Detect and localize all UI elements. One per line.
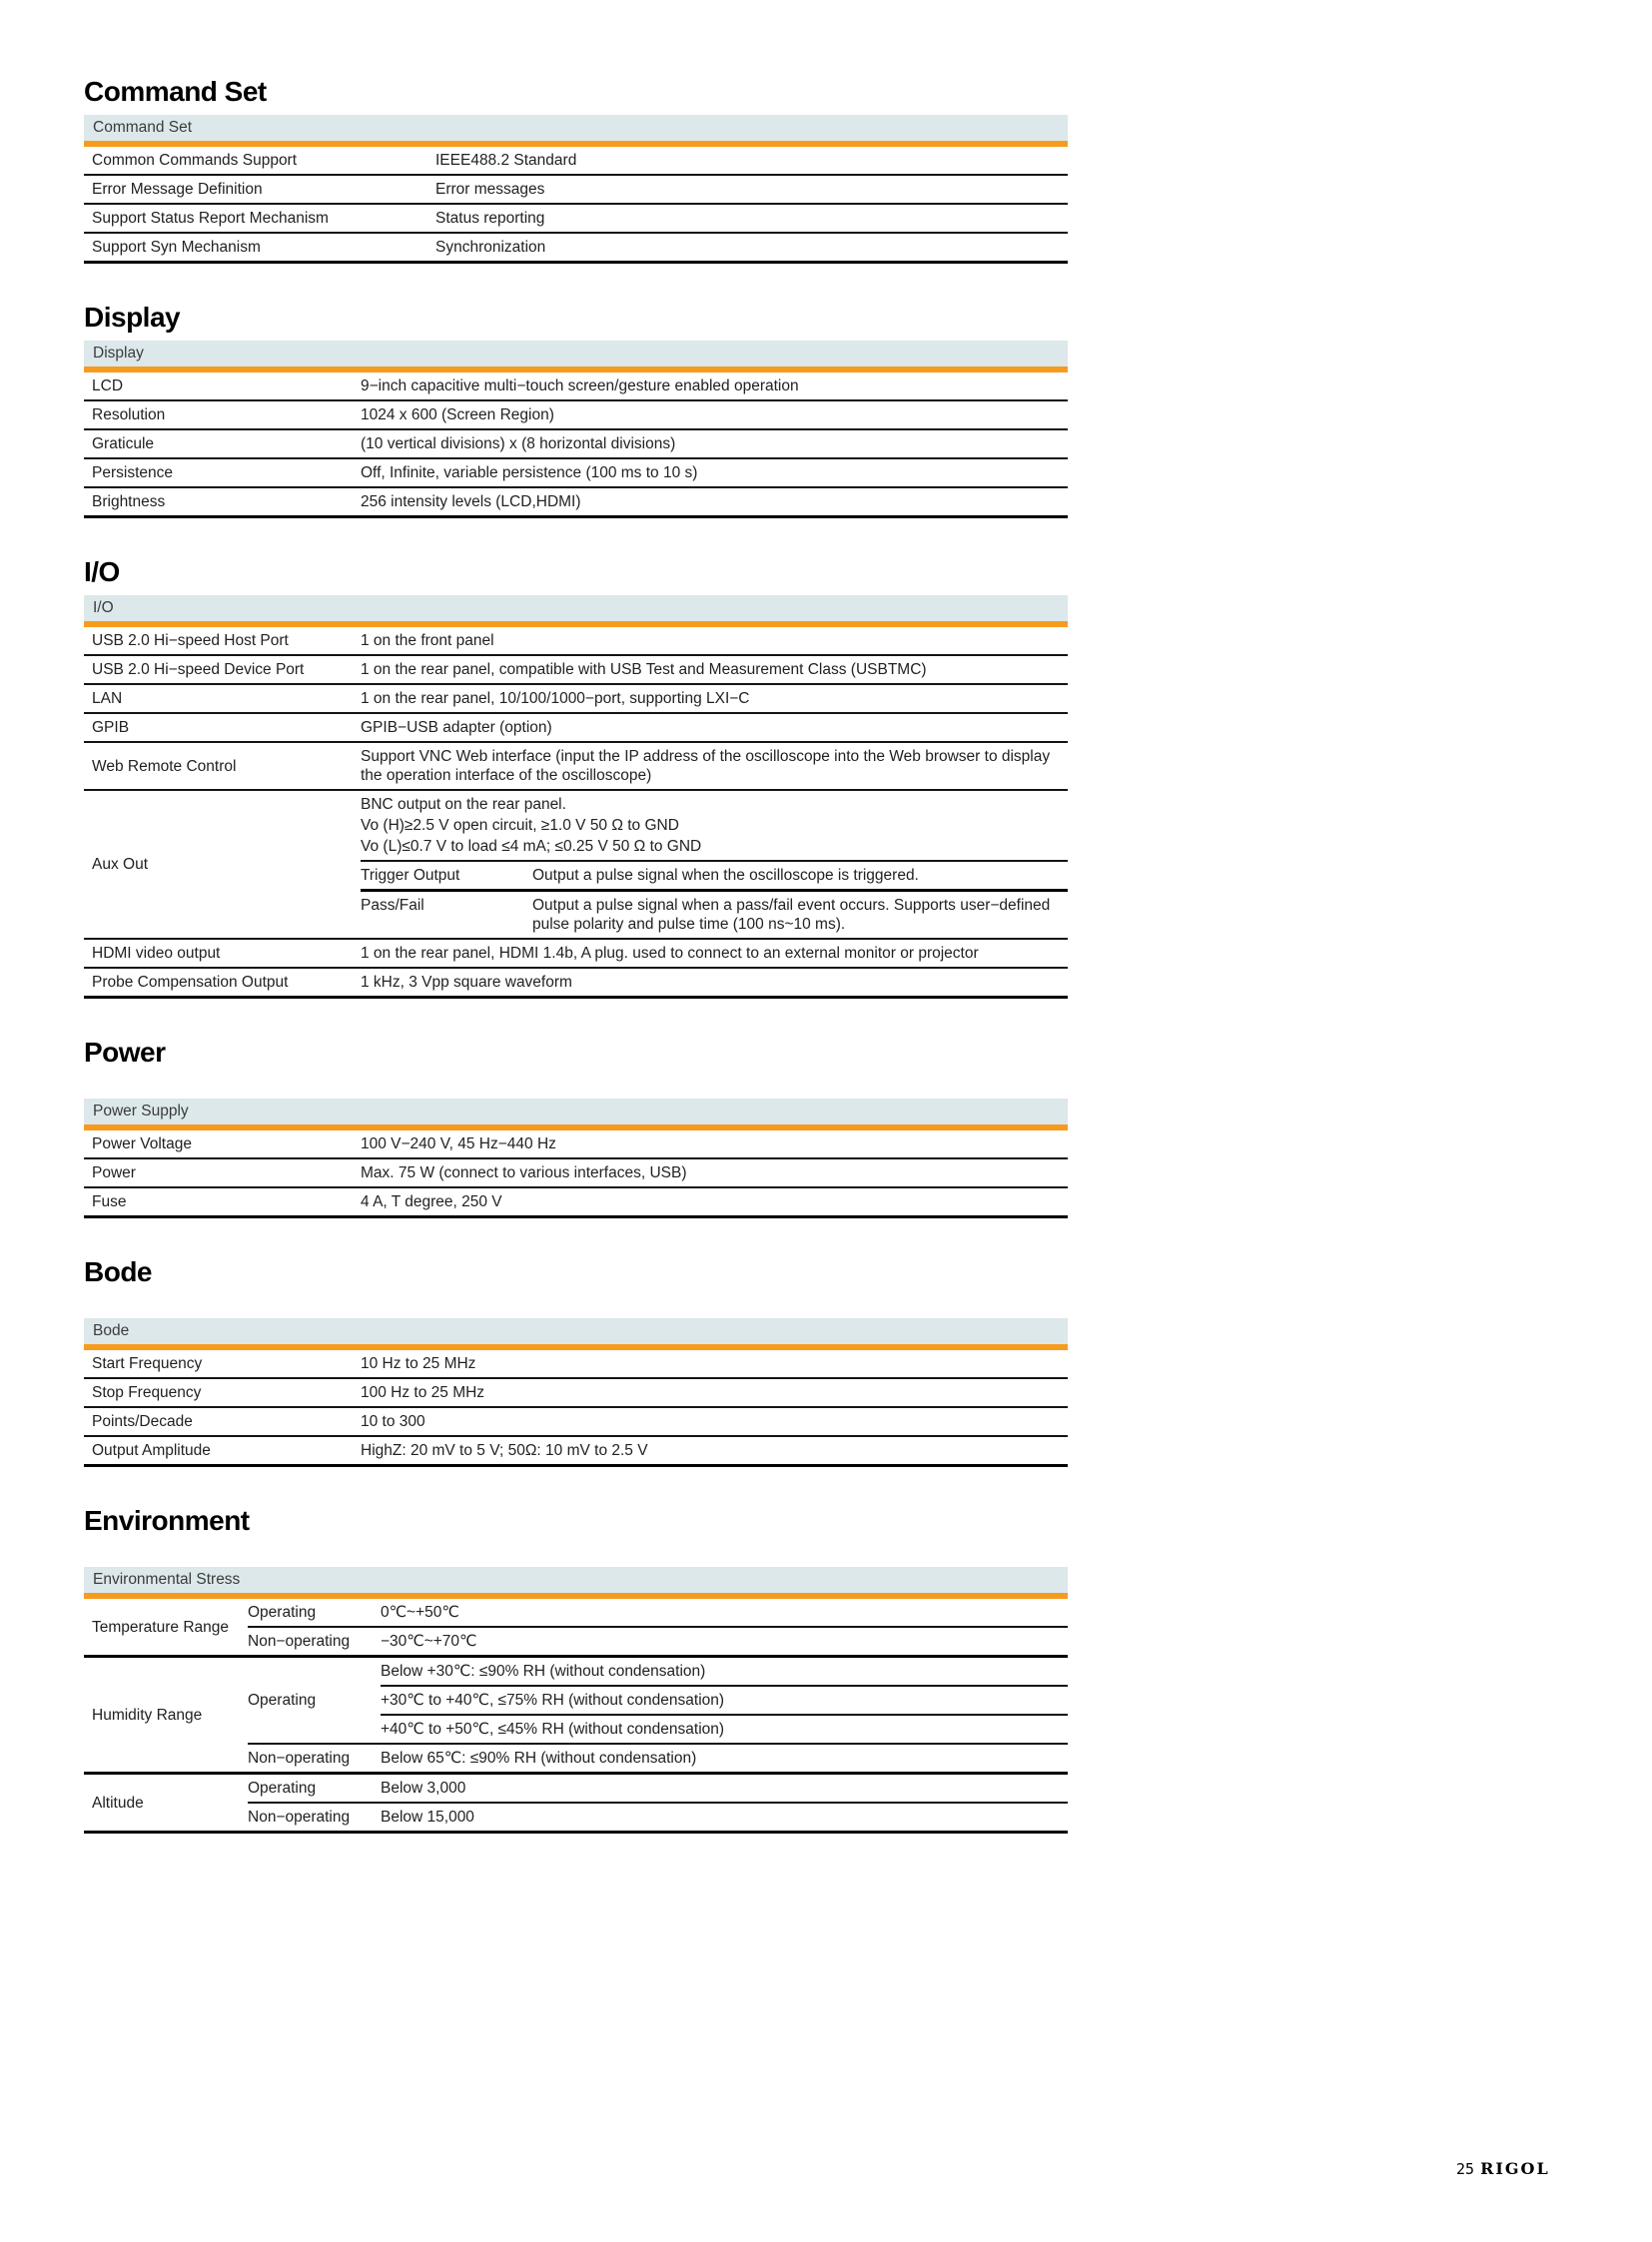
table-row	[84, 176, 1068, 205]
table-row	[84, 743, 1068, 791]
spec-value: (10 vertical divisions) x (8 horizontal divisions)	[361, 435, 676, 452]
spec-value: Below 65℃: ≤90% RH (without condensation)	[381, 1750, 697, 1767]
spec-value: 10 to 300	[361, 1413, 425, 1430]
spec-value: 4 A, T degree, 250 V	[361, 1193, 502, 1210]
env-sub-row	[248, 1775, 1068, 1804]
spec-label: Temperature Range	[92, 1618, 229, 1636]
spec-value: Below 3,000	[381, 1780, 466, 1797]
table-row	[84, 969, 1068, 999]
table-band	[84, 595, 1068, 621]
spec-label: Brightness	[92, 493, 166, 510]
spec-value: 100 Hz to 25 MHz	[361, 1384, 485, 1401]
spec-value: 9−inch capacitive multi−touch screen/gesture enabled operation	[361, 377, 799, 394]
spec-label: Altitude	[92, 1794, 144, 1812]
humidity-operating-values	[381, 1658, 1068, 1743]
section-heading: Display	[84, 302, 181, 333]
table-row	[84, 430, 1068, 459]
env-group-temperature	[84, 1599, 1068, 1658]
table-row	[84, 1437, 1068, 1467]
section-io	[84, 556, 1068, 999]
spec-label: Fuse	[92, 1193, 127, 1210]
section-heading: Power	[84, 1037, 166, 1068]
section-heading: Bode	[84, 1256, 152, 1287]
section-environment	[84, 1505, 1068, 1834]
power-table	[84, 1099, 1068, 1218]
spec-value: +30℃ to +40℃, ≤75% RH (without condensation)	[381, 1687, 1068, 1716]
spec-label: Persistence	[92, 464, 173, 481]
env-sub-row	[248, 1628, 1068, 1655]
spec-value: −30℃~+70℃	[381, 1633, 477, 1650]
spec-label: USB 2.0 Hi−speed Host Port	[92, 632, 289, 649]
spec-value: Max. 75 W (connect to various interfaces, USB)	[361, 1164, 687, 1181]
env-subtable	[248, 1599, 1068, 1655]
table-row	[84, 627, 1068, 656]
table-row-aux-out	[84, 791, 1068, 940]
table-row	[84, 205, 1068, 234]
table-row	[84, 714, 1068, 743]
spec-value: 1 on the rear panel, 10/100/1000−port, supporting LXI−C	[361, 690, 750, 707]
table-row	[84, 1159, 1068, 1188]
spec-value: Support VNC Web interface (input the IP address of the oscilloscope into the Web browser to display the operation interface of the oscilloscope)	[361, 748, 1051, 784]
spec-label: Aux Out	[92, 856, 148, 873]
section-command-set	[84, 76, 1068, 264]
table-band-title: Power Supply	[93, 1103, 189, 1120]
spec-value: 1 on the rear panel, compatible with USB Test and Measurement Class (USBTMC)	[361, 661, 927, 678]
table-band-title: Command Set	[93, 119, 193, 136]
table-row	[84, 147, 1068, 176]
spec-sublabel: Operating	[248, 1780, 317, 1797]
spec-value: Below +30℃: ≤90% RH (without condensation)	[381, 1658, 1068, 1687]
env-sub-row	[248, 1745, 1068, 1772]
section-heading: Command Set	[84, 76, 267, 107]
spec-label: Support Status Report Mechanism	[92, 210, 329, 227]
spec-label: Humidity Range	[92, 1706, 203, 1724]
section-display	[84, 302, 1068, 518]
table-row	[84, 1130, 1068, 1159]
spec-sublabel: Non−operating	[248, 1633, 351, 1650]
table-row	[84, 401, 1068, 430]
section-heading: I/O	[84, 556, 120, 587]
aux-sub-row	[361, 892, 1068, 938]
spec-value: 100 V−240 V, 45 Hz−440 Hz	[361, 1135, 556, 1152]
environment-table	[84, 1567, 1068, 1834]
brand-logo-text: RIGOL	[1480, 2159, 1550, 2178]
table-row	[84, 1350, 1068, 1379]
spec-label: Start Frequency	[92, 1355, 203, 1372]
spec-label: Error Message Definition	[92, 181, 263, 198]
spec-page	[84, 0, 1068, 1834]
spec-value: 1 kHz, 3 Vpp square waveform	[361, 974, 572, 991]
spec-value: 0℃~+50℃	[381, 1604, 459, 1621]
table-band-title: Display	[93, 345, 144, 362]
section-bode	[84, 1256, 1068, 1467]
table-row	[84, 1408, 1068, 1437]
env-sub-row	[248, 1599, 1068, 1628]
spec-value: 10 Hz to 25 MHz	[361, 1355, 476, 1372]
env-sub-row	[248, 1804, 1068, 1831]
spec-label: LAN	[92, 690, 123, 707]
aux-sub-row	[361, 862, 1068, 892]
table-band	[84, 1099, 1068, 1124]
aux-out-intro	[361, 791, 1068, 862]
spec-value: GPIB−USB adapter (option)	[361, 719, 552, 736]
spec-value: Synchronization	[435, 239, 546, 256]
page-number: 25	[1456, 2160, 1475, 2178]
spec-value: 1 on the front panel	[361, 632, 494, 649]
table-row	[84, 940, 1068, 969]
spec-label: Common Commands Support	[92, 152, 298, 169]
aux-intro-line: BNC output on the rear panel.	[361, 796, 566, 813]
spec-label: Pass/Fail	[361, 897, 424, 914]
section-power	[84, 1037, 1068, 1218]
command-set-table	[84, 115, 1068, 264]
spec-sublabel: Operating	[248, 1692, 317, 1709]
spec-label: Resolution	[92, 406, 166, 423]
table-row	[84, 459, 1068, 488]
spec-sublabel: Non−operating	[248, 1809, 351, 1826]
table-band-title: Bode	[93, 1322, 130, 1339]
spec-value: 256 intensity levels (LCD,HDMI)	[361, 493, 581, 510]
spec-value: Error messages	[435, 181, 545, 198]
io-table	[84, 595, 1068, 999]
table-row	[84, 234, 1068, 264]
spec-label: Power Voltage	[92, 1135, 192, 1152]
section-heading: Environment	[84, 1505, 250, 1536]
spec-label: GPIB	[92, 719, 130, 736]
spec-value: 1024 x 600 (Screen Region)	[361, 406, 554, 423]
spec-value: Status reporting	[435, 210, 545, 227]
spec-label: Points/Decade	[92, 1413, 193, 1430]
table-band	[84, 115, 1068, 141]
env-group-altitude	[84, 1775, 1068, 1834]
spec-value: Off, Infinite, variable persistence (100 ms to 10 s)	[361, 464, 698, 481]
bode-table	[84, 1318, 1068, 1467]
spec-label: Trigger Output	[361, 867, 460, 884]
spec-label: Graticule	[92, 435, 155, 452]
spec-label: Support Syn Mechanism	[92, 239, 261, 256]
env-subtable	[248, 1775, 1068, 1831]
table-row	[84, 1188, 1068, 1218]
table-row	[84, 1379, 1068, 1408]
aux-intro-line: Vo (L)≤0.7 V to load ≤4 mA; ≤0.25 V 50 Ω to GND	[361, 838, 702, 855]
table-row	[84, 373, 1068, 401]
table-band	[84, 1567, 1068, 1593]
spec-sublabel: Non−operating	[248, 1750, 351, 1767]
spec-label: Web Remote Control	[92, 757, 237, 775]
table-row	[84, 685, 1068, 714]
display-table	[84, 341, 1068, 518]
table-row	[84, 488, 1068, 518]
spec-label: Probe Compensation Output	[92, 974, 289, 991]
table-row	[84, 656, 1068, 685]
table-band	[84, 341, 1068, 367]
spec-label: Output Amplitude	[92, 1442, 211, 1459]
spec-value: +40℃ to +50℃, ≤45% RH (without condensation)	[381, 1721, 725, 1738]
spec-value: Output a pulse signal when a pass/fail event occurs. Supports user−defined pulse polarity and pulse time (100 ns~10 ms).	[532, 897, 1051, 933]
env-sub-row	[248, 1658, 1068, 1745]
table-band-title: Environmental Stress	[93, 1571, 241, 1588]
spec-label: Power	[92, 1164, 136, 1181]
table-band	[84, 1318, 1068, 1344]
aux-out-cell	[361, 791, 1068, 938]
spec-value: HighZ: 20 mV to 5 V; 50Ω: 10 mV to 2.5 V	[361, 1442, 648, 1459]
page-footer	[1456, 2159, 1550, 2179]
spec-value: Output a pulse signal when the oscilloscope is triggered.	[532, 867, 919, 884]
spec-label: USB 2.0 Hi−speed Device Port	[92, 661, 305, 678]
spec-label: Stop Frequency	[92, 1384, 202, 1401]
env-group-humidity	[84, 1658, 1068, 1775]
spec-value: 1 on the rear panel, HDMI 1.4b, A plug. used to connect to an external monitor or projector	[361, 945, 979, 962]
aux-intro-line: Vo (H)≥2.5 V open circuit, ≥1.0 V 50 Ω to GND	[361, 817, 679, 834]
spec-label: HDMI video output	[92, 945, 221, 962]
spec-value: Below 15,000	[381, 1809, 474, 1826]
spec-value: IEEE488.2 Standard	[435, 152, 577, 169]
spec-label: LCD	[92, 377, 124, 394]
env-subtable	[248, 1658, 1068, 1772]
spec-sublabel: Operating	[248, 1604, 317, 1621]
table-band-title: I/O	[93, 599, 114, 616]
